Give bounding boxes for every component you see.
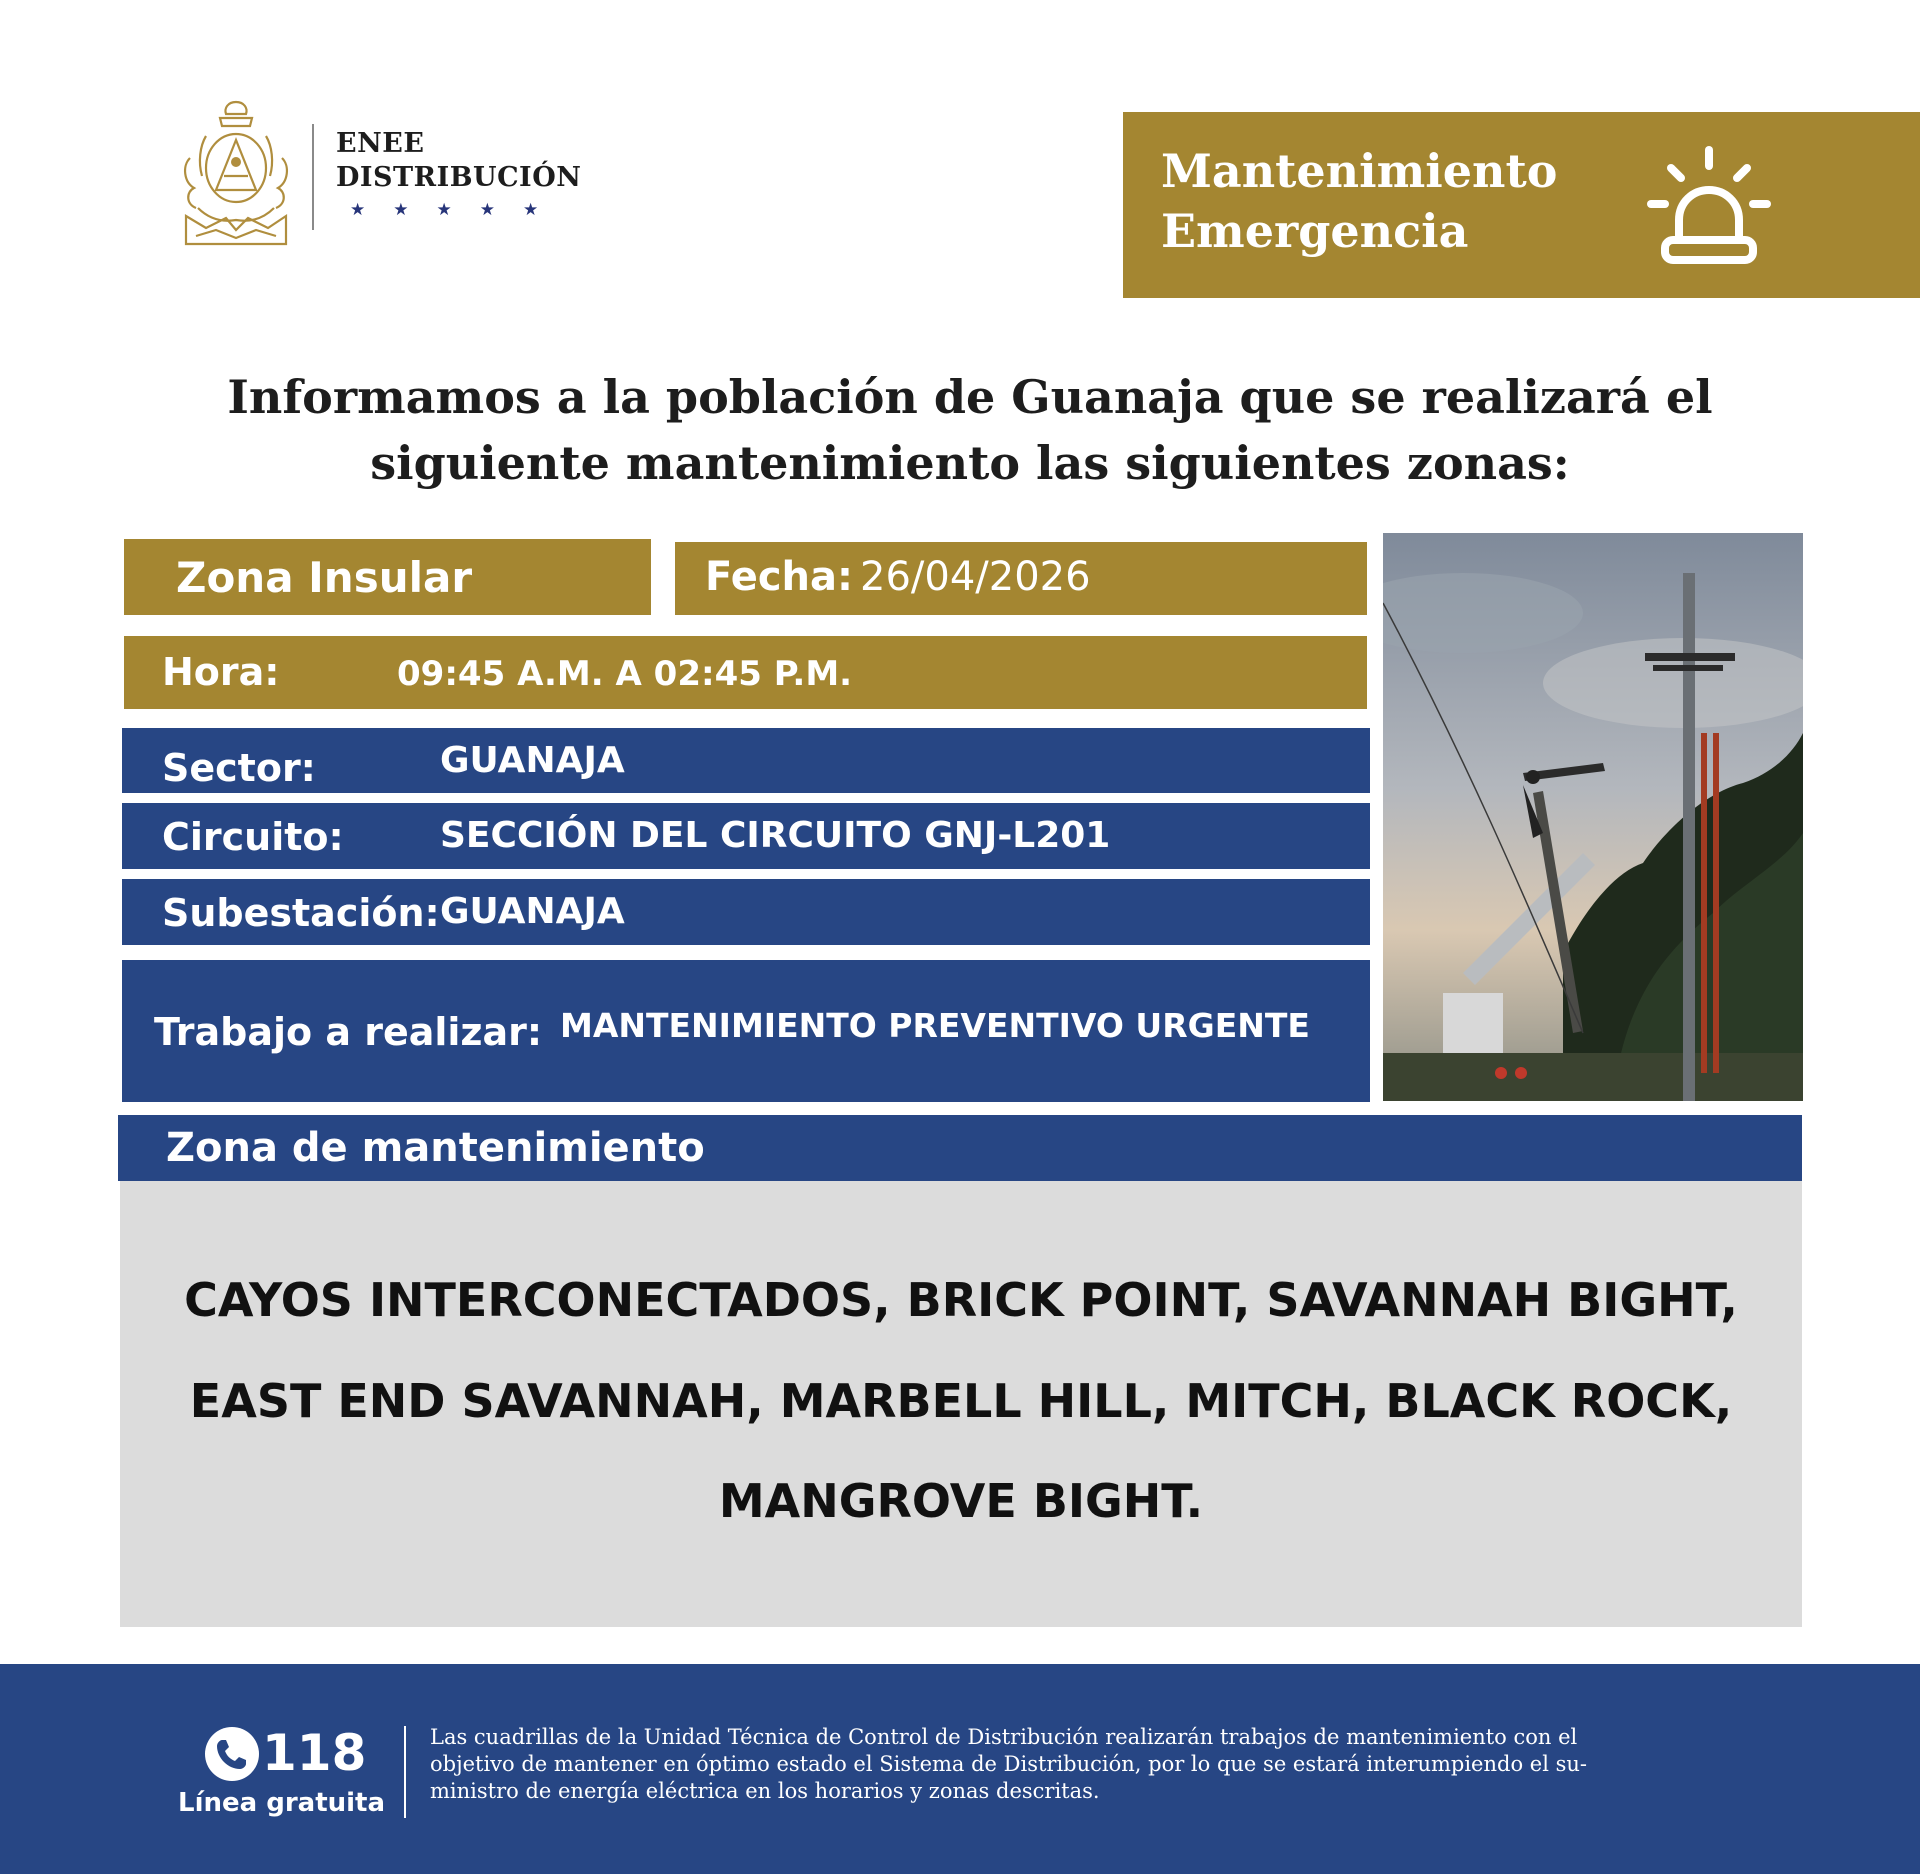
zona-mantenimiento-box: [120, 1181, 1802, 1627]
subestacion-bar: [122, 879, 1370, 945]
footer: [0, 1664, 1920, 1874]
footer-text-line3: ministro de energía eléctrica en los horarios y zonas descritas.: [430, 1779, 1100, 1803]
subestacion-label: Subestación:: [162, 891, 440, 935]
trabajo-value: MANTENIMIENTO PREVENTIVO URGENTE: [560, 1006, 1310, 1045]
sector-bar: [122, 728, 1370, 793]
phone-icon: [204, 1726, 260, 1782]
zona-line3: MANGROVE BIGHT.: [718, 1474, 1204, 1528]
honduras-coat-of-arms-icon: [176, 96, 296, 252]
subestacion-value: GUANAJA: [440, 891, 625, 932]
footer-text-line1: Las cuadrillas de la Unidad Técnica de Control de Distribución realizarán trabajos de mantenimiento con el: [430, 1725, 1578, 1749]
alarm-light-icon: [1639, 136, 1779, 276]
enee-logo: [176, 96, 606, 256]
sector-label: Sector:: [162, 746, 316, 790]
phone-number: 118: [262, 1724, 367, 1782]
hora-bar: [124, 636, 1367, 709]
circuito-value: SECCIÓN DEL CIRCUITO GNJ-L201: [440, 815, 1111, 856]
zona-mantenimiento-title: Zona de mantenimiento: [166, 1125, 705, 1171]
footer-text-line2: objetivo de mantener en óptimo estado el Sistema de Distribución, por lo que se estará interumpiendo el su-: [430, 1752, 1587, 1776]
hora-value: 09:45 A.M. A 02:45 P.M.: [397, 654, 853, 694]
zona-label: Zona Insular: [176, 553, 473, 602]
zona-line1: CAYOS INTERCONECTADOS, BRICK POINT, SAVANNAH BIGHT,: [184, 1273, 1738, 1327]
zona-line2: EAST END SAVANNAH, MARBELL HILL, MITCH, BLACK ROCK,: [189, 1374, 1733, 1428]
sector-value: GUANAJA: [440, 740, 625, 781]
intro-line2: siguiente mantenimiento las siguientes zonas:: [370, 436, 1570, 490]
brand-name-line1: ENEE: [336, 128, 425, 159]
zona-mantenimiento-header: [118, 1115, 1802, 1181]
intro-line1: Informamos a la población de Guanaja que se realizará el: [227, 370, 1713, 424]
brand-stars: ★★★★★: [350, 200, 567, 220]
circuito-label: Circuito:: [162, 815, 344, 859]
trabajo-bar: [122, 960, 1370, 1102]
trabajo-label: Trabajo a realizar:: [154, 1010, 543, 1054]
logo-divider: [312, 124, 314, 230]
phone-caption: Línea gratuita: [178, 1788, 386, 1818]
intro-heading: [80, 364, 1860, 496]
banner-title-line2: Emergencia: [1161, 204, 1469, 258]
fecha-bar: [675, 542, 1367, 615]
fecha-value: 26/04/2026: [860, 554, 1091, 600]
circuito-bar: [122, 803, 1370, 869]
footer-divider: [404, 1726, 406, 1818]
zona-bar: [124, 539, 651, 615]
banner-title-line1: Mantenimiento: [1161, 144, 1558, 198]
line-workers-photo: [1383, 533, 1803, 1101]
fecha-label: Fecha:: [705, 554, 854, 600]
emergency-banner: [1123, 112, 1920, 298]
brand-name-line2: DISTRIBUCIÓN: [336, 162, 582, 193]
hora-label: Hora:: [162, 650, 280, 694]
footer-disclaimer: [430, 1724, 1770, 1805]
